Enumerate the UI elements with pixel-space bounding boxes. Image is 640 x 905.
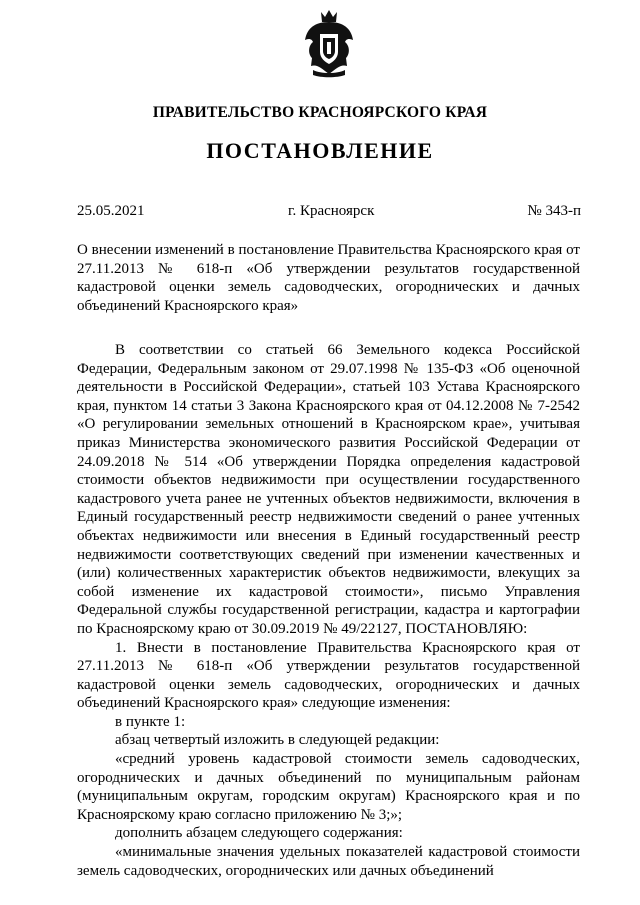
body-paragraph: «минимальные значения удельных показателей кадастровой стоимости земель садоводческих, огороднических или дачных объединений — [77, 844, 580, 879]
body-paragraph: абзац четвертый изложить в следующей редакции: — [115, 732, 440, 749]
body-paragraph: дополнить абзацем следующего содержания: — [115, 825, 403, 842]
document-subject — [77, 241, 580, 315]
body-paragraph: «средний уровень кадастровой стоимости земель садоводческих, огороднических и дачных объединений по муниципальным районам (муниципальным округам, городским округам) Красноярского края и по Красноярскому краю согласно приложению № 3;»; — [77, 751, 580, 823]
document-date: 25.05.2021 — [77, 203, 145, 219]
body-paragraph: в пункте 1: — [115, 713, 186, 730]
body-paragraph: В соответствии со статьей 66 Земельного кодекса Российской Федерации, Федеральным законом от 29.07.1998 № 135-ФЗ «Об оценочной деятельности в Российской Федерации», статьей 103 Устава Красноярского края, пунктом 14 статьи 3 Закона Красноярского края от 04.12.2008 № 7-2542 «О регулировании земельных отношений в Красноярском крае», учитывая приказ Министерства экономического развития Российской Федерации от 24.09.2018 № 514 «Об утверждении Порядка определения кадастровой стоимости объектов недвижимости при осуществлении государственного кадастрового учета ранее не учтенных объектов недвижимости, включения в Единый государственный реестр недвижимости сведений о ранее учтенных объектах недвижимости или внесения в Единый государственный реестр недвижимости соответствующих сведений при изменении качественных и (или) количественных характеристик объектов недвижимости, влекущих за собой изменение их кадастровой стоимости», письмо Управления Федеральной службы государственной регистрации, кадастра и картографии по Красноярскому краю от 30.09.2019 № 49/22127, ПОСТАНОВЛЯЮ: — [77, 342, 580, 637]
organization-title: ПРАВИТЕЛЬСТВО КРАСНОЯРСКОГО КРАЯ — [152, 104, 488, 121]
document-body — [77, 341, 580, 880]
subject-text: О внесении изменений в постановление Правительства Красноярского края от 27.11.2013 № 618-п «Об утверждении результатов государственной кадастровой оценки земель садоводческих, огороднических и дачных объединений Красноярского края» — [77, 242, 580, 314]
body-paragraph: 1. Внести в постановление Правительства Красноярского края от 27.11.2013 № 618-п «Об утверждении результатов государственной кадастровой оценки земель садоводческих, огороднических и дачных объединений Красноярского края» следующие изменения: — [77, 639, 580, 712]
document-city: г. Красноярск — [288, 203, 375, 219]
coat-of-arms-emblem-icon — [303, 8, 355, 78]
document-type-title: ПОСТАНОВЛЕНИЕ — [206, 138, 434, 163]
document-number: № 343-п — [527, 203, 581, 219]
